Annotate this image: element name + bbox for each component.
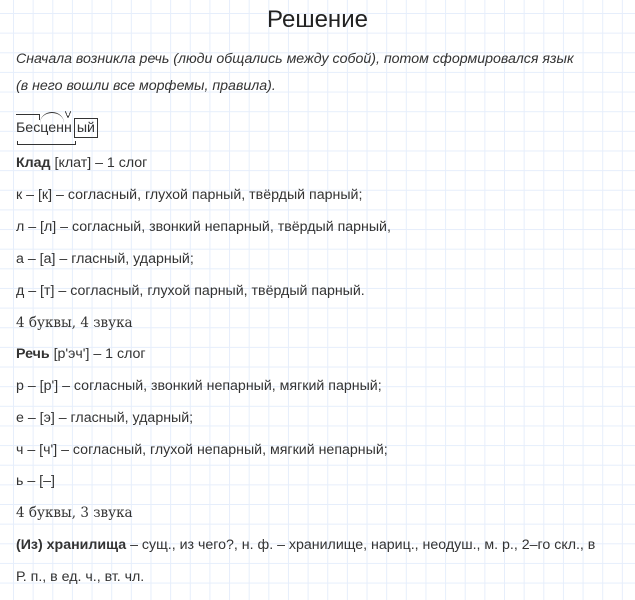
word2-letter-4: ь – [–]: [16, 473, 55, 489]
word1-summary: 4 буквы, 4 звука: [16, 315, 133, 331]
word1-letter-4: д – [т] – согласный, глухой парный, твёрдый парный.: [16, 283, 365, 299]
word2-letter-1: р – [р'] – согласный, звонкий непарный, мягкий парный;: [16, 378, 382, 394]
word1-transcription: [клат] – 1 слог: [54, 155, 148, 171]
morph-analysis-line-2: Р. п., в ед. ч., вт. чл.: [16, 569, 145, 585]
suffix-mark: н: [64, 120, 72, 136]
word2-letter-3: ч – [ч'] – согласный, глухой непарный, мягкий непарный;: [16, 442, 388, 458]
word2-transcription: [р'эч'] – 1 слог: [53, 346, 146, 362]
prefix-mark: Бес: [16, 120, 41, 136]
word1-letter-3: а – [а] – гласный, ударный;: [16, 251, 194, 267]
word2-summary: 4 буквы, 3 звука: [16, 505, 133, 521]
word1-letter-2: л – [л] – согласный, звонкий непарный, твёрдый парный,: [16, 219, 391, 235]
word1-heading: [16, 153, 147, 173]
intro-line-2: (в него вошли все морфемы, правила).: [16, 78, 276, 94]
page-title: Решение: [267, 6, 368, 33]
word2-heading: [16, 344, 146, 364]
ending-box: ый: [74, 118, 98, 138]
root-mark: цен: [40, 120, 64, 136]
morpheme-parse: [16, 118, 98, 148]
analyzed-word: (Из) хранилища: [16, 537, 127, 553]
morph-analysis-line-1: [16, 535, 595, 555]
morph-analysis-features: – сущ., из чего?, н. ф. – хранилище, нариц., неодуш., м. р., 2–го скл., в: [126, 537, 596, 553]
word2-letter-2: е – [э] – гласный, ударный;: [16, 410, 194, 426]
intro-line-1: Сначала возникла речь (люди общались между собой), потом сформировался язык: [16, 51, 574, 67]
word2-word: Речь: [16, 346, 50, 362]
word1-letter-1: к – [к] – согласный, глухой парный, твёрдый парный;: [16, 187, 363, 203]
word1-word: Клад: [16, 155, 51, 171]
stem-underline: [17, 141, 76, 145]
